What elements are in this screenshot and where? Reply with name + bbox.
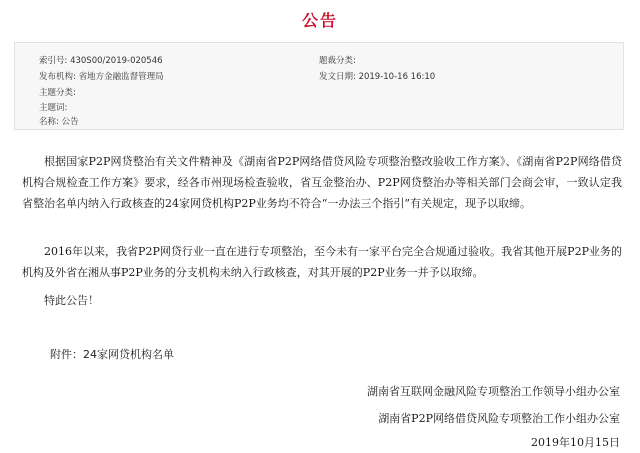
meta-name: [39, 115, 79, 127]
announcement-body-2: [22, 241, 622, 283]
meta-date-value: 2019-10-16 16:10: [358, 72, 436, 82]
meta-category-label: 题裁分类:: [319, 56, 356, 66]
meta-issuer: [39, 70, 164, 82]
meta-index: [39, 54, 163, 66]
meta-topic-category-label: 主题分类:: [39, 88, 76, 98]
meta-index-label: 索引号:: [39, 56, 68, 66]
announcement-body: [22, 151, 622, 214]
metadata-panel: [14, 42, 624, 130]
meta-topic-word: [39, 101, 67, 113]
issue-date: 2019年10月15日: [531, 436, 620, 449]
meta-topic-category: [39, 86, 76, 98]
meta-issuer-value: 省地方金融监督管理局: [78, 72, 164, 82]
meta-category: [319, 54, 356, 66]
paragraph-2: 2016年以来，我省P2P网贷行业一直在进行专项整治，至今未有一家平台完全合规通过验收。我省其他开展P2P业务的机构及外省在湘从事P2P业务的分支机构未纳入行政核查，对其开展的P2P业务一并予以取缔。: [22, 245, 622, 279]
signature-2: 湖南省P2P网络借贷风险专项整治工作小组办公室: [378, 412, 620, 425]
meta-date-label: 发文日期:: [319, 72, 356, 82]
meta-name-value: 公告: [61, 117, 79, 127]
meta-topic-word-label: 主题词:: [39, 103, 68, 113]
meta-issuer-label: 发布机构:: [39, 72, 76, 82]
paragraph-3: 特此公告！: [44, 294, 99, 307]
page-title: 公告: [301, 11, 338, 30]
meta-index-value: 430S00/2019-020546: [70, 56, 163, 66]
attachment-link[interactable]: 附件：24家网贷机构名单: [50, 348, 174, 361]
announcement-body-3: [22, 290, 622, 311]
signature-1: 湖南省互联网金融风险专项整治工作领导小组办公室: [367, 385, 620, 398]
paragraph-1: 根据国家P2P网贷整治有关文件精神及《湖南省P2P网络借贷风险专项整治整改验收工作方案》、《湖南省P2P网络借贷机构合规检查工作方案》要求，经各市州现场检查验收，省互金整治办、P2P网贷整治办等相关部门会商会审，一致认定我省整治名单内纳入行政核查的24家网贷机构P2P业务均不符合“一办法三个指引”有关规定，现予以取缔。: [22, 155, 622, 210]
meta-name-label: 名称:: [39, 117, 59, 127]
meta-date: [319, 70, 435, 82]
